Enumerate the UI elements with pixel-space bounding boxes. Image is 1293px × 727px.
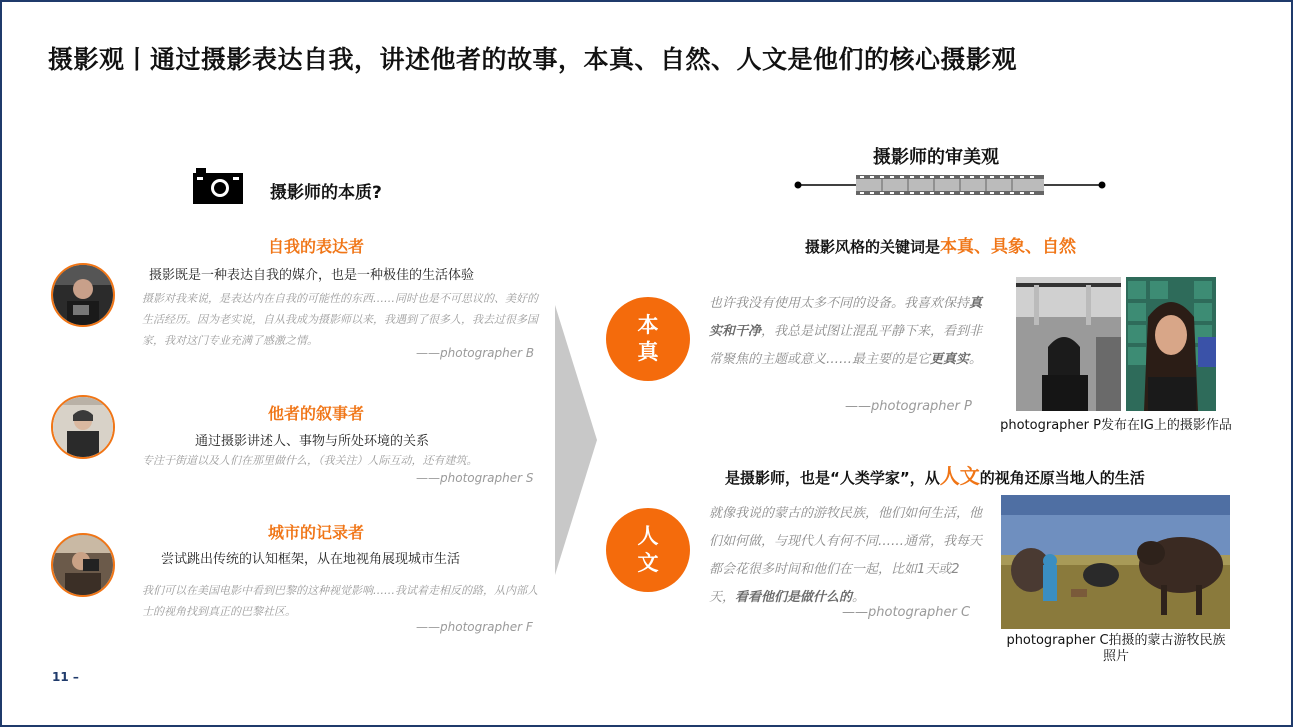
quote-authentic-part1: 也许我没有使用太多不同的设备。我喜欢保持 — [709, 296, 970, 311]
keywords-highlight: 本真、具象、自然 — [940, 237, 1077, 257]
item-subtitle-city: 尝试跳出传统的认知框架，从在地视角展现城市生活 — [161, 552, 461, 567]
quote-authentic — [709, 290, 985, 374]
humanities-suffix: 的视角还原当地人的生活 — [979, 469, 1145, 487]
item-subtitle-other: 通过摄影讲述人、事物与所处环境的关系 — [195, 434, 430, 449]
circle-authentic-line2: 真 — [637, 340, 659, 364]
humanities-prefix: 是摄影师，也是“人类学家”，从 — [725, 469, 940, 487]
keywords-line — [805, 232, 1076, 257]
item-signature-self: ——photographer B — [416, 346, 535, 360]
quote-humanities-part1: 就像我说的蒙古的游牧民族，他们如何生活，他们如何做，与现代人有何不同……通常，我每天都会花很多时间和他们在一起，比如1天或2天， — [709, 506, 983, 605]
circle-badge-humanities — [606, 508, 690, 592]
caption-photographer-c: photographer C拍摄的蒙古游牧民族照片 — [1006, 633, 1226, 664]
circle-badge-authentic — [606, 297, 690, 381]
quote-authentic-bold1: 真实和干净 — [709, 296, 983, 339]
circle-humanities-line1: 人 — [637, 524, 659, 548]
caption-photographer-p: photographer P发布在IG上的摄影作品 — [1000, 418, 1232, 433]
item-heading-city: 城市的记录者 — [268, 523, 365, 542]
signature-photographer-c: ——photographer C — [842, 605, 971, 620]
photo-photographer-p-2 — [1126, 277, 1216, 411]
quote-authentic-part2: ，我总是试图让混乱平静下来，看到非常聚焦的主题或意义……最主要的是它 — [709, 324, 983, 367]
quote-authentic-part3: 。 — [969, 352, 983, 367]
aesthetic-heading: 摄影师的审美观 — [873, 147, 999, 168]
quote-authentic-bold2: 更真实 — [930, 352, 970, 367]
section-question: 摄影师的本质? — [270, 183, 382, 203]
signature-photographer-p: ——photographer P — [845, 399, 972, 414]
avatar-photographer-s — [51, 395, 115, 459]
film-strip-divider — [794, 174, 1106, 196]
quote-humanities — [709, 500, 985, 612]
item-signature-city: ——photographer F — [416, 620, 533, 634]
item-heading-self: 自我的表达者 — [268, 237, 365, 256]
keywords-prefix: 摄影风格的关键词是 — [805, 238, 941, 256]
photo-photographer-p-1 — [1016, 277, 1121, 411]
avatar-photographer-b — [51, 263, 115, 327]
photo-mongolian-nomads — [1001, 495, 1230, 629]
camera-icon — [193, 168, 243, 204]
item-quote-self: 摄影对我来说，是表达内在自我的可能性的东西……同时也是不可思议的、美好的生活经历。因为老实说，自从我成为摄影师以来，我遇到了很多人，我去过很多国家，我对这门专业充满了感激之情。 — [142, 292, 538, 347]
avatar-photographer-f — [51, 533, 115, 597]
chevron-separator — [555, 305, 597, 575]
page-number: 11 – — [52, 670, 79, 684]
page-title: 摄影观丨通过摄影表达自我，讲述他者的故事，本真、自然、人文是他们的核心摄影观 — [48, 45, 1018, 74]
item-quote-city: 我们可以在美国电影中看到巴黎的这种视觉影响……我试着走相反的路，从内部人士的视角找到真正的巴黎社区。 — [142, 584, 538, 618]
humanities-highlight: 人文 — [939, 464, 980, 488]
quote-humanities-part2: 。 — [852, 590, 866, 605]
item-quote-other: 专注于街道以及人们在那里做什么，（我关注）人际互动，还有建筑。 — [142, 454, 478, 467]
circle-humanities-line2: 文 — [637, 551, 659, 575]
quote-humanities-bold1: 看看他们是做什么的 — [735, 590, 853, 605]
circle-authentic-line1: 本 — [637, 313, 659, 337]
item-signature-other: ——photographer S — [416, 471, 534, 485]
item-subtitle-self: 摄影既是一种表达自我的媒介，也是一种极佳的生活体验 — [149, 268, 475, 283]
humanities-line — [725, 460, 1145, 489]
item-heading-other: 他者的叙事者 — [268, 404, 365, 423]
